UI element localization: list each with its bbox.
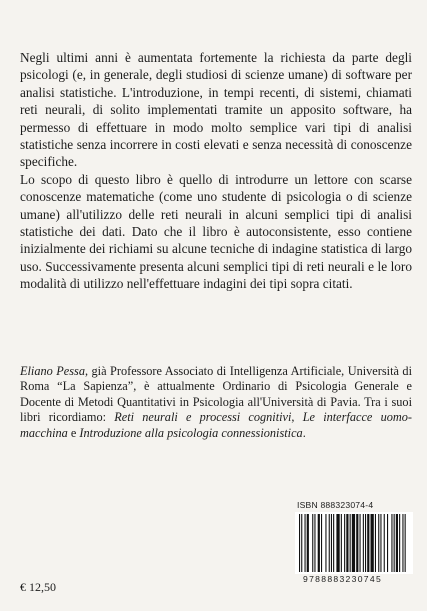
description-paragraph-1: Negli ultimi anni è aumentata fortemente la richiesta da parte degli psicologi (e, in generale, degli studiosi di scienze umane) di software per analisi statistiche. L'introduzione, in tempi recenti, di sistemi, chiamati reti neurali, di solito implementati tramite un apposito software, ha permesso di effettuare in modo molto semplice vari tipi di analisi statistiche senza incorrere in costi elevati e senza necessità di conoscenze specifiche.	[20, 50, 412, 170]
isbn-barcode-block	[295, 500, 413, 584]
bio-separator-2: e	[67, 425, 80, 440]
bio-end: .	[302, 425, 306, 440]
barcode-bar	[301, 514, 302, 572]
barcode-bar	[299, 514, 300, 572]
barcode-bar	[312, 514, 313, 572]
barcode-bar	[360, 514, 361, 572]
barcode-bar	[394, 514, 395, 572]
barcode-bar	[365, 514, 366, 572]
barcode-bar	[331, 514, 332, 572]
barcode-bar	[396, 514, 398, 572]
barcode-bar	[378, 514, 379, 572]
description-paragraph-2: Lo scopo di questo libro è quello di introdurre un lettore con scarse conoscenze matematiche (come uno studente di psicologia o di scienze umane) all'utilizzo delle reti neurali in alcuni semplici tipi di analisi statistiche dei dati. Dato che il libro è autoconsistente, esso contiene inizialmente dei richiami su alcune tecniche di indagine statistica di largo uso. Successivamente presenta alcuni semplici tipi di reti neurali e le loro modalità di utilizzo nell'effettuare indagini dei tipi sopra citati.	[20, 171, 412, 292]
barcode-bar	[333, 514, 334, 572]
barcode	[295, 512, 413, 574]
barcode-bar	[350, 514, 351, 572]
barcode-bar	[346, 514, 348, 572]
book-title-3: Introduzione alla psicologia connessionistica	[79, 425, 303, 440]
barcode-bar	[344, 514, 345, 572]
barcode-bar	[384, 514, 385, 572]
barcode-bar	[305, 514, 306, 572]
barcode-bar	[387, 514, 388, 572]
barcode-bar	[352, 514, 355, 572]
price: € 12,50	[20, 580, 56, 594]
barcode-bar	[307, 514, 309, 572]
author-bio-text: , già Professore Associato di Intelligenza Artificiale, Università di Roma “La Sapienza”, è attualmente Ordinario di Psicologia Generale e Docente di Metodi Quantitativi in Psicologia all'Università di Pavia. Tra i suoi libri ricordiamo:	[20, 364, 412, 425]
barcode-bar	[341, 514, 342, 572]
isbn-label: ISBN 888323074-4	[297, 500, 374, 510]
barcode-bar	[405, 514, 406, 572]
barcode-bar	[375, 514, 376, 572]
bio-separator-1: ,	[291, 410, 303, 425]
author-name: Eliano Pessa	[20, 364, 85, 378]
barcode-bar	[314, 514, 315, 572]
barcode-bar	[371, 514, 374, 572]
barcode-bar	[325, 514, 326, 572]
barcode-bar	[367, 514, 369, 572]
barcode-bar	[380, 514, 381, 572]
barcode-bar	[318, 514, 320, 572]
book-title-1: Reti neurali e processi cognitivi	[114, 410, 292, 425]
barcode-bar	[399, 514, 400, 572]
barcode-number: 9788883230745	[303, 574, 383, 584]
barcode-bar	[402, 514, 403, 572]
author-bio	[20, 364, 412, 441]
barcode-bar	[363, 514, 364, 572]
description-text	[20, 49, 412, 293]
barcode-bar	[336, 514, 339, 572]
barcode-bar	[391, 514, 392, 572]
book-title-2: Le interfacce uomo-macchina	[20, 410, 412, 440]
barcode-bar	[321, 514, 322, 572]
barcode-bar	[329, 514, 330, 572]
barcode-bar	[356, 514, 358, 572]
